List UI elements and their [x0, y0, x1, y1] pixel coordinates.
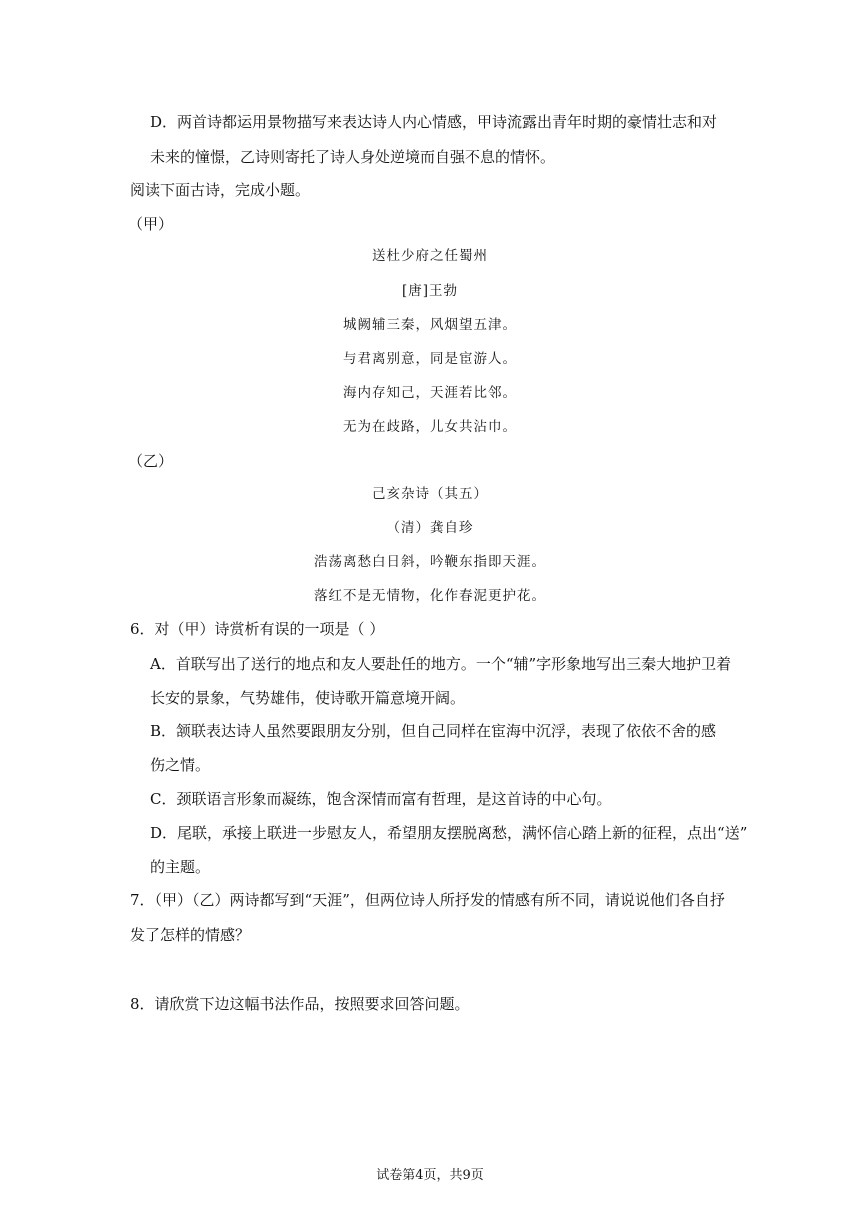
- q6-option-a-line2: 长安的景象，气势雄伟，使诗歌开篇意境开阔。: [150, 689, 466, 707]
- poem-b-line-1: 浩荡离愁白日斜，吟鞭东指即天涯。: [314, 554, 546, 570]
- page-footer: 试卷第4页，共9页: [376, 1168, 484, 1183]
- poem-a-line-4: 无为在歧路，儿女共沾巾。: [343, 419, 517, 435]
- q6-option-d-line1: D．尾联，承接上联进一步慰友人，希望朋友摆脱离愁，满怀信心踏上新的征程，点出“送”: [150, 824, 748, 842]
- q6-option-d-line2: 的主题。: [150, 858, 211, 876]
- reading-instruction: 阅读下面古诗，完成小题。: [130, 181, 311, 199]
- poem-a-line-1: 城阙辅三秦，风烟望五津。: [343, 317, 517, 333]
- q6-option-b-line2: 伤之情。: [150, 756, 211, 774]
- q6-stem: 6．对（甲）诗赏析有误的一项是（ ）: [130, 620, 385, 638]
- poem-b-label: （乙）: [128, 452, 174, 470]
- poem-a-author: [唐]王勃: [401, 283, 459, 299]
- q6-option-c-line1: C．颈联语言形象而凝练，饱含深情而富有哲理，是这首诗的中心句。: [150, 790, 612, 808]
- poem-b-author: （清）龚自珍: [386, 520, 474, 536]
- poem-a-title: 送杜少府之任蜀州: [372, 248, 488, 264]
- q7-line2: 发了怎样的情感？: [130, 926, 251, 944]
- prev-option-d-line1: D．两首诗都运用景物描写来表达诗人内心情感，甲诗流露出青年时期的豪情壮志和对: [150, 113, 718, 131]
- poem-a-line-3: 海内存知己，天涯若比邻。: [343, 385, 517, 401]
- prev-option-d-line2: 未来的憧憬，乙诗则寄托了诗人身处逆境而自强不息的情怀。: [150, 148, 556, 166]
- q8-stem: 8．请欣赏下边这幅书法作品，按照要求回答问题。: [130, 995, 470, 1013]
- q6-option-a-line1: A．首联写出了送行的地点和友人要赴任的地方。一个“辅”字形象地写出三秦大地护卫着: [150, 655, 732, 673]
- q6-option-b-line1: B．颔联表达诗人虽然要跟朋友分别，但自己同样在宦海中沉浮，表现了依依不舍的感: [150, 722, 717, 740]
- poem-a-line-2: 与君离别意，同是宦游人。: [343, 351, 517, 367]
- poem-a-label: （甲）: [128, 215, 174, 233]
- q7-line1: 7．（甲）（乙）两诗都写到“天涯”，但两位诗人所抒发的情感有所不同，请说说他们各自抒: [130, 891, 725, 909]
- poem-b-title: 己亥杂诗（其五）: [372, 486, 488, 502]
- poem-b-line-2: 落红不是无情物，化作春泥更护花。: [314, 588, 546, 604]
